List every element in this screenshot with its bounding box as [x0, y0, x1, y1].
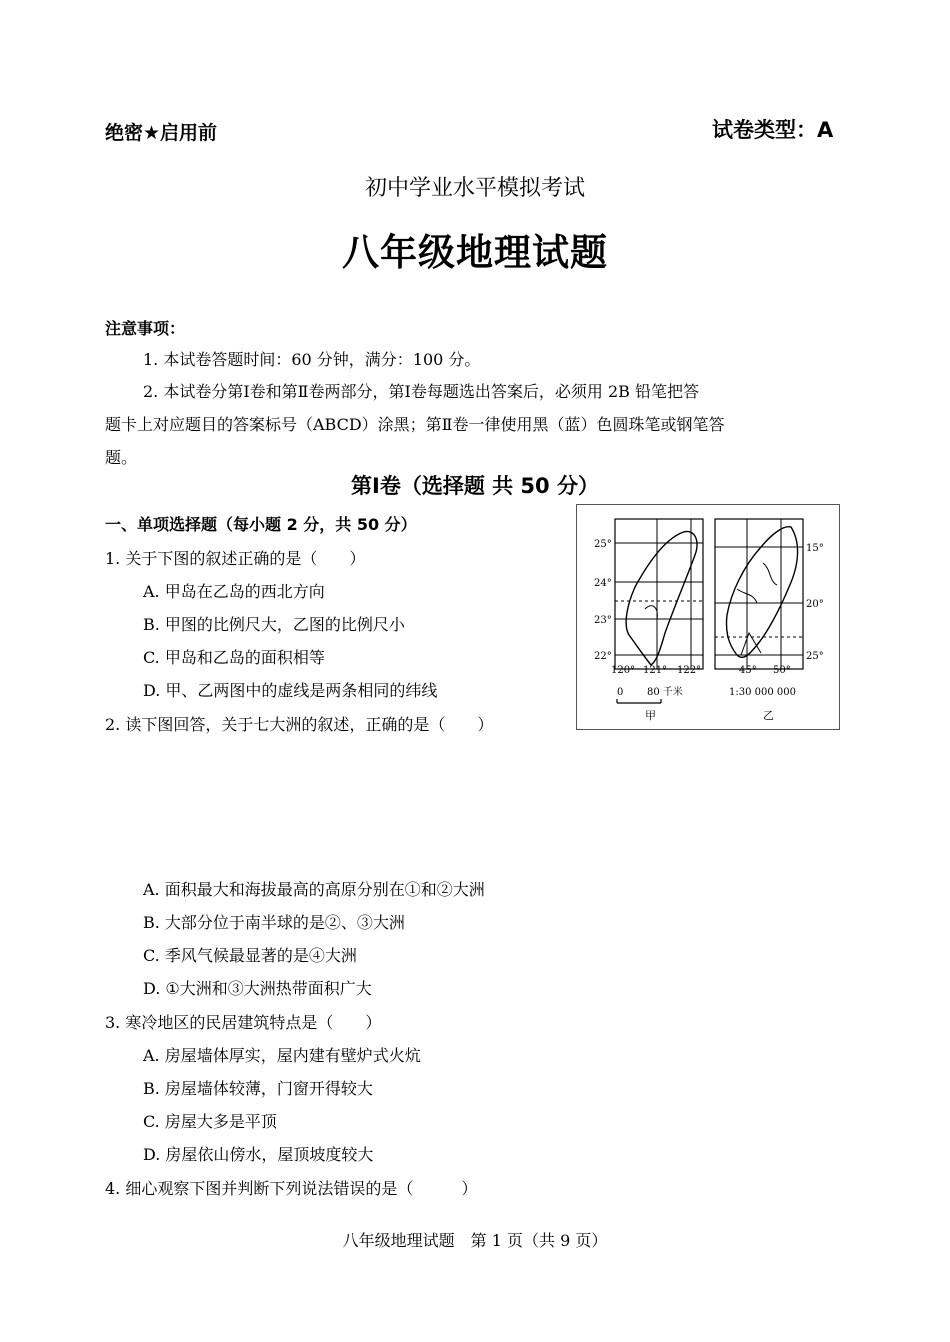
- jia-caption: 甲: [645, 709, 656, 722]
- jia-lat-label: 25°: [594, 539, 612, 550]
- jia-scale-label: 80 千米: [647, 687, 683, 698]
- confidential-label: 绝密★启用前: [105, 122, 218, 144]
- question-4-stem: 4. 细心观察下图并判断下列说法错误的是（ ）: [105, 1179, 478, 1198]
- jia-scale-zero: 0: [617, 687, 624, 698]
- jia-lon-label: 121°: [643, 665, 668, 676]
- exam-title: 八年级地理试题: [342, 231, 608, 274]
- question-1-option-d: D. 甲、乙两图中的虚线是两条相同的纬线: [143, 681, 438, 700]
- exam-subtitle: 初中学业水平模拟考试: [364, 176, 585, 201]
- jia-island-outline: [626, 531, 697, 665]
- question-3-option-c: C. 房屋大多是平顶: [143, 1112, 277, 1131]
- question-3-option-a: A. 房屋墙体厚实，屋内建有壁炉式火炕: [143, 1046, 421, 1065]
- yi-lat-label: 15°: [806, 543, 824, 554]
- notice-item-2-line-2: 题卡上对应题目的答案标号（ABCD）涂黑；第Ⅱ卷一律使用黑（蓝）色圆珠笔或钢笔答: [105, 415, 725, 434]
- jia-lon-label: 122°: [677, 665, 702, 676]
- page-footer: 八年级地理试题 第 1 页（共 9 页）: [342, 1231, 608, 1250]
- notice-heading: 注意事项：: [105, 319, 186, 338]
- question-2-stem: 2. 读下图回答，关于七大洲的叙述，正确的是（ ）: [105, 715, 494, 734]
- notice-item-2-line-1: 2. 本试卷分第Ⅰ卷和第Ⅱ卷两部分，第Ⅰ卷每题选出答案后，必须用 2B 铅笔把答: [143, 382, 699, 401]
- island-maps-svg: [577, 505, 839, 729]
- question-3-option-b: B. 房屋墙体较薄，门窗开得较大: [143, 1079, 373, 1098]
- notice-item-2-line-3: 题。: [105, 448, 138, 467]
- yi-lon-label: 50°: [773, 665, 791, 676]
- yi-scale-label: 1:30 000 000: [729, 687, 796, 698]
- yi-lon-label: 45°: [739, 665, 757, 676]
- yi-island-outline: [726, 527, 797, 658]
- part-heading: 一、单项选择题（每小题 2 分，共 50 分）: [105, 515, 417, 534]
- question-2-option-b: B. 大部分位于南半球的是②、③大洲: [143, 913, 405, 932]
- jia-lon-label: 120°: [611, 665, 636, 676]
- question-2-option-a: A. 面积最大和海拔最高的高原分别在①和②大洲: [143, 880, 485, 899]
- section-title: 第Ⅰ卷（选择题 共 50 分）: [351, 474, 599, 498]
- question-1-option-b: B. 甲图的比例尺大，乙图的比例尺小: [143, 615, 405, 634]
- jia-lat-label: 22°: [594, 651, 612, 662]
- yi-lat-label: 20°: [806, 599, 824, 610]
- question-3-option-d: D. 房屋依山傍水，屋顶坡度较大: [143, 1145, 374, 1164]
- question-3-stem: 3. 寒冷地区的民居建筑特点是（ ）: [105, 1013, 382, 1032]
- notice-item-1: 1. 本试卷答题时间：60 分钟，满分：100 分。: [143, 350, 481, 369]
- jia-island-detail: [645, 606, 657, 619]
- question-1-option-c: C. 甲岛和乙岛的面积相等: [143, 648, 325, 667]
- island-maps-figure: [576, 504, 840, 730]
- yi-lat-label: 25°: [806, 651, 824, 662]
- yi-caption: 乙: [763, 709, 774, 722]
- yi-map-frame: [715, 519, 803, 669]
- question-1-option-a: A. 甲岛在乙岛的西北方向: [143, 582, 325, 601]
- question-2-option-c: C. 季风气候最显著的是④大洲: [143, 946, 357, 965]
- yi-island-detail: [763, 563, 777, 585]
- question-2-option-d: D. ①大洲和③大洲热带面积广大: [143, 979, 372, 998]
- jia-map-frame: [615, 519, 703, 669]
- jia-lat-label: 23°: [594, 615, 612, 626]
- question-1-stem: 1. 关于下图的叙述正确的是（ ）: [105, 549, 366, 568]
- paper-type-label: 试卷类型：A: [712, 118, 834, 142]
- jia-lat-label: 24°: [594, 578, 612, 589]
